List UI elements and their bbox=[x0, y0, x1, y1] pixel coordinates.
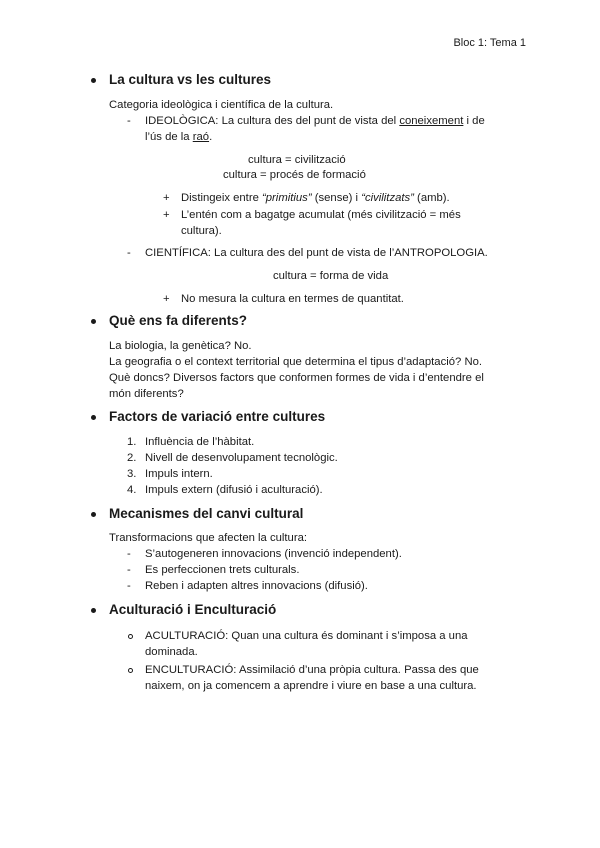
list-item-continuation: naixem, on ja comencem a aprendre i viure en base a una cultura. bbox=[145, 680, 477, 692]
section-title: Factors de variació entre cultures bbox=[109, 409, 326, 424]
section-bullet bbox=[91, 512, 96, 517]
list-item: Es perfeccionen trets culturals. bbox=[145, 564, 300, 576]
list-item: Influència de l’hàbitat. bbox=[145, 436, 255, 448]
section-bullet bbox=[91, 415, 96, 420]
dash-marker: - bbox=[127, 548, 131, 560]
equation: cultura = civilització bbox=[248, 154, 346, 166]
equation: cultura = procés de formació bbox=[223, 169, 366, 181]
list-item: ENCULTURACIÓ: Assimilació d’una pròpia cultura. Passa des que bbox=[145, 664, 479, 676]
list-number: 4. bbox=[127, 484, 137, 496]
circle-bullet bbox=[128, 668, 133, 673]
text-run: IDEOLÒGICA: La cultura des del punt de vista del bbox=[145, 115, 400, 127]
paragraph-line: La geografia o el context territorial que determina el tipus d’adaptació? No. bbox=[109, 356, 483, 368]
dash-marker: - bbox=[127, 247, 131, 259]
list-item: Impuls intern. bbox=[145, 468, 213, 480]
list-item: Nivell de desenvolupament tecnològic. bbox=[145, 452, 338, 464]
list-item: Impuls extern (difusió i aculturació). bbox=[145, 484, 323, 496]
dash-marker: - bbox=[127, 580, 131, 592]
paragraph: Transformacions que afecten la cultura: bbox=[109, 532, 308, 544]
text-run: (amb). bbox=[413, 192, 450, 204]
list-item-continuation: cultura). bbox=[181, 225, 222, 237]
list-item: No mesura la cultura en termes de quantitat. bbox=[181, 293, 404, 305]
dash-marker: - bbox=[127, 564, 131, 576]
text-run: . bbox=[209, 131, 213, 143]
plus-marker: + bbox=[163, 209, 170, 221]
list-item bbox=[181, 190, 450, 206]
section-bullet bbox=[91, 319, 96, 324]
paragraph-line: La biologia, la genètica? No. bbox=[109, 340, 252, 352]
section-bullet bbox=[91, 78, 96, 83]
list-number: 1. bbox=[127, 436, 137, 448]
list-item: L’entén com a bagatge acumulat (més civilització = més bbox=[181, 209, 461, 221]
list-item-continuation: dominada. bbox=[145, 646, 198, 658]
italic-term: “civilitzats” bbox=[361, 192, 414, 204]
paragraph-line: Què doncs? Diversos factors que conformen formes de vida i d’entendre el bbox=[109, 372, 484, 384]
section-bullet bbox=[91, 608, 96, 613]
italic-term: “primitius” bbox=[262, 192, 312, 204]
list-item-continuation bbox=[145, 129, 212, 145]
text-run: Distingeix entre bbox=[181, 192, 262, 204]
plus-marker: + bbox=[163, 293, 170, 305]
section-title: Què ens fa diferents? bbox=[109, 313, 248, 328]
equation: cultura = forma de vida bbox=[273, 270, 389, 282]
text-run: i de bbox=[463, 115, 485, 127]
paragraph: Categoria ideològica i científica de la cultura. bbox=[109, 99, 334, 111]
paragraph-line: món diferents? bbox=[109, 388, 184, 400]
section-title: La cultura vs les cultures bbox=[109, 72, 272, 87]
text-run: l’ús de la bbox=[145, 131, 193, 143]
text-run: (sense) i bbox=[311, 192, 362, 204]
circle-bullet bbox=[128, 634, 133, 639]
list-item bbox=[145, 113, 485, 129]
section-title: Aculturació i Enculturació bbox=[109, 602, 277, 617]
dash-marker: - bbox=[127, 115, 131, 127]
list-item: S’autogeneren innovacions (invenció independent). bbox=[145, 548, 402, 560]
list-number: 3. bbox=[127, 468, 137, 480]
list-item: ACULTURACIÓ: Quan una cultura és dominant i s’imposa a una bbox=[145, 630, 468, 642]
list-item: CIENTÍFICA: La cultura des del punt de vista de l’ANTROPOLOGIA. bbox=[145, 247, 488, 259]
underlined-term: coneixement bbox=[399, 115, 464, 127]
plus-marker: + bbox=[163, 192, 170, 204]
page-header: Bloc 1: Tema 1 bbox=[453, 37, 526, 49]
section-title: Mecanismes del canvi cultural bbox=[109, 506, 304, 521]
list-number: 2. bbox=[127, 452, 137, 464]
list-item: Reben i adapten altres innovacions (difusió). bbox=[145, 580, 368, 592]
underlined-term: raó bbox=[192, 131, 210, 143]
